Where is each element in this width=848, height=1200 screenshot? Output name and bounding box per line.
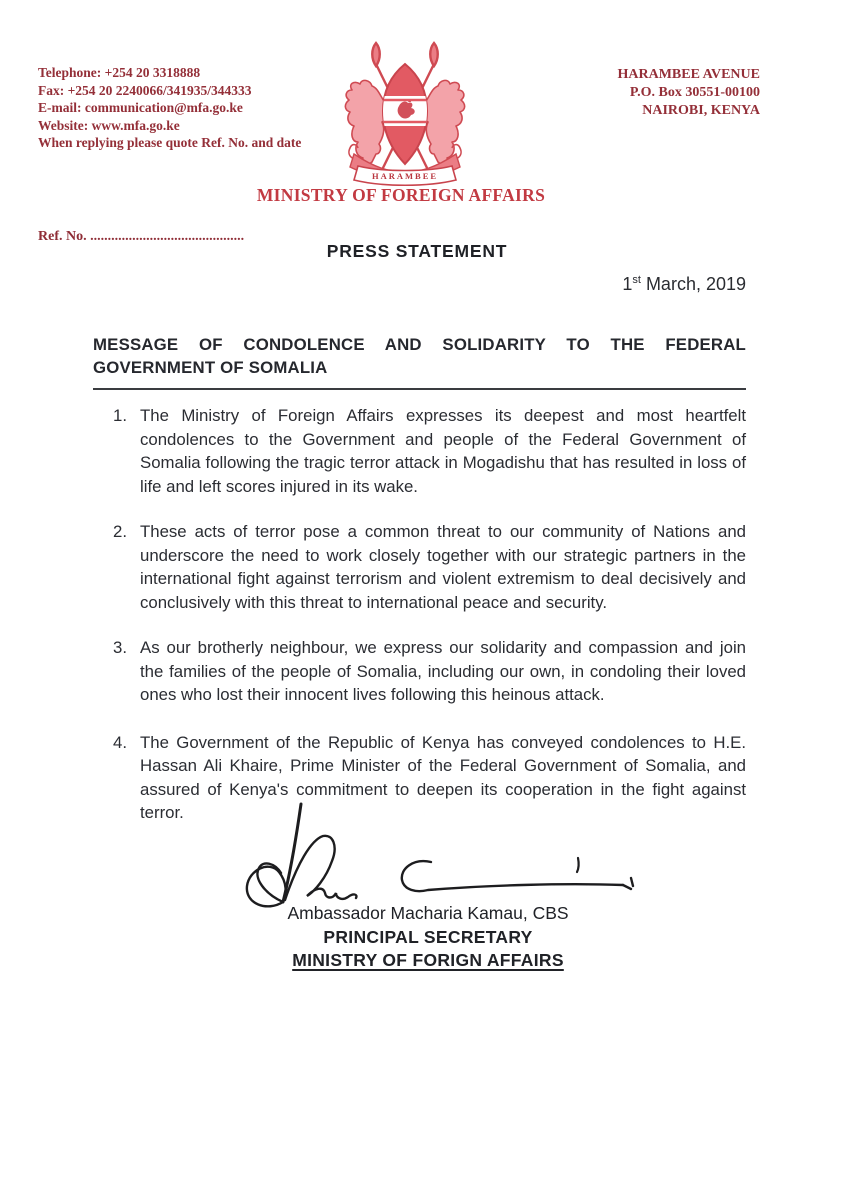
address-line-3: NAIROBI, KENYA xyxy=(642,103,760,118)
paragraph-number: 4. xyxy=(113,732,127,752)
shield-icon xyxy=(380,64,430,164)
document-date xyxy=(622,274,746,295)
contact-website: Website: www.mfa.go.ke xyxy=(38,117,180,133)
paragraph-text: As our brotherly neighbour, we express our solidarity and compassion and join the families of the people of Somalia, including our own, in condoling their loved ones who lost their innocent lives following this heinous attack. xyxy=(140,638,746,704)
address-line-1: HARAMBEE AVENUE xyxy=(617,67,760,82)
date-rest: March, 2019 xyxy=(640,274,746,294)
ministry-name: MINISTRY OF FOREIGN AFFAIRS xyxy=(256,185,546,205)
contact-fax: Fax: +254 20 2240066/341935/344333 xyxy=(38,82,252,98)
paragraph-number: 3. xyxy=(113,638,127,657)
ref-number-line: Ref. No. ............................................ xyxy=(38,229,245,244)
paragraph-number: 2. xyxy=(113,522,127,541)
contact-note: When replying please quote Ref. No. and date xyxy=(38,135,302,150)
document-title: MESSAGE OF CONDOLENCE AND SOLIDARITY TO THE FEDERAL GOVERNMENT OF SOMALIA xyxy=(93,333,746,390)
motto-text: HARAMBEE xyxy=(371,171,439,181)
paragraph-text: The Ministry of Foreign Affairs expresses its deepest and most heartfelt condolences to the Government and people of the Federal Government of Somalia following the tragic terror attack in Mogadishu that has resulted in loss of life and left scores injured in its wake. xyxy=(140,406,746,496)
right-lion-icon xyxy=(421,80,465,164)
handwritten-signature xyxy=(235,790,655,910)
paragraph-text: These acts of terror pose a common threat to our community of Nations and underscore the need to work closely together with our strategic partners in the international fight against terrorism and violent extremism to deal decisively and conclusively with this threat to international peace and security. xyxy=(140,522,746,612)
address-block xyxy=(618,66,761,120)
date-day: 1 xyxy=(622,274,633,294)
signatory-title: PRINCIPAL SECRETARY xyxy=(323,926,533,947)
paragraph-3 xyxy=(93,636,746,707)
address-line-2: P.O. Box 30551-00100 xyxy=(629,85,760,100)
paragraph-number: 1. xyxy=(113,406,127,425)
paragraph-2 xyxy=(93,520,746,614)
signatory-block xyxy=(4,902,848,973)
paragraph-text: The Government of the Republic of Kenya has conveyed condolences to H.E. Hassan Ali Khaire, Prime Minister of the Federal Government of Somalia, and assured of Kenya's commitment to deepen its cooperation in the fight against terror. xyxy=(140,732,746,822)
motto-banner-icon xyxy=(354,166,456,185)
date-ordinal: st xyxy=(632,274,641,286)
contact-email: E-mail: communication@mfa.go.ke xyxy=(38,100,243,115)
signatory-name: Ambassador Macharia Kamau, CBS xyxy=(287,903,569,923)
kenya-coat-of-arms-icon xyxy=(330,36,480,193)
document-body xyxy=(93,333,746,847)
document-type-heading: PRESS STATEMENT xyxy=(326,241,508,261)
left-lion-icon xyxy=(345,80,389,164)
contact-block xyxy=(38,64,301,152)
signatory-ministry: MINISTRY OF FORIGN AFFAIRS xyxy=(292,950,564,970)
paragraph-1 xyxy=(93,404,746,498)
contact-telephone: Telephone: +254 20 3318888 xyxy=(38,65,201,80)
paragraph-list xyxy=(93,404,746,825)
